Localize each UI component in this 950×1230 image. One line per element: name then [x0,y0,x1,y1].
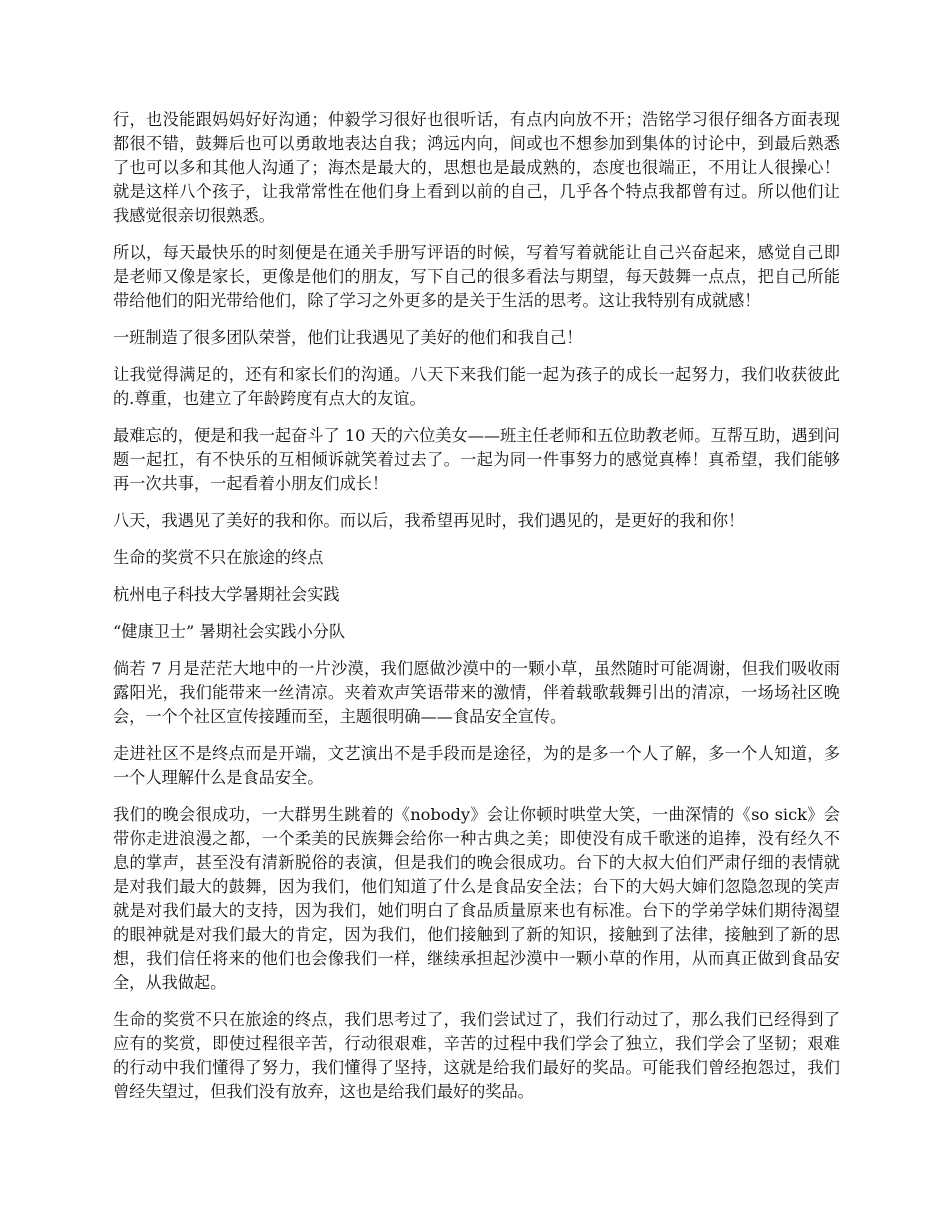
paragraph-team-honors: 一班制造了很多团队荣誉，他们让我遇见了美好的他们和我自己！ [113,328,583,347]
article-university: 杭州电子科技大学暑期社会实践 [113,585,340,604]
paragraph-parents-communication: 让我觉得满足的，还有和家长们的沟通。八天下来我们能一起为孩子的成长一起努力，我们收获彼此的.尊重，也建立了年龄跨度有点大的友谊。 [113,365,840,408]
paragraph-teammates: 最难忘的，便是和我一起奋斗了 10 天的六位美女——班主任老师和五位助教老师。互帮互助，遇到问题一起扛，有不快乐的互相倾诉就笑着过去了。一起为同一件事努力的感觉真棒！真希望，我们能够再一次共事，一起看着小朋友们成长！ [113,426,840,493]
paragraph-children-description: 行，也没能跟妈妈好好沟通；仲毅学习很好也很听话，有点内向放不开；浩铭学习很仔细各方面表现都很不错，鼓舞后也可以勇敢地表达自我；鸿远内向，间或也不想参加到集体的讨论中，到最后熟悉了也可以多和其他人沟通了；海杰是最大的，思想也是最成熟的，态度也很端正，不用让人很操心！就是这样八个孩子，让我常常性在他们身上看到以前的自己，几乎各个特点我都曾有过。所以他们让我感觉很亲切很熟悉。 [113,110,840,225]
paragraph-reward: 生命的奖赏不只在旅途的终点，我们思考过了，我们尝试过了，我们行动过了，那么我们已经得到了应有的奖赏，即使过程很辛苦，行动很艰难，辛苦的过程中我们学会了独立，我们学会了坚韧；艰难的行动中我们懂得了努力，我们懂得了坚持，这就是给我们最好的奖品。可能我们曾经抱怨过，我们曾经失望过，但我们没有放弃，这也是给我们最好的奖品。 [113,1010,840,1101]
paragraph-evening-show: 我们的晚会很成功，一大群男生跳着的《nobody》会让你顿时哄堂大笑，一曲深情的《so sick》会带你走进浪漫之都，一个柔美的民族舞会给你一种古典之美；即使没有成千歌迷的追捧，没有经久不息的掌声，甚至没有清新脱俗的表演，但是我们的晚会很成功。台下的大叔大伯们严肃仔细的表情就是对我们最大的鼓舞，因为我们，他们知道了什么是食品安全法；台下的大妈大婶们忽隐忽现的笑声就是对我们最大的支持，因为我们，她们明白了食品质量原来也有标准。台下的学弟学妹们期待渴望的眼神就是对我们最大的肯定，因为我们，他们接触到了新的知识，接触到了法律，接触到了新的思想，我们信任将来的他们也会像我们一样，继续承担起沙漠中一颗小草的作用，从而真正做到食品安全，从我做起。 [113,805,840,992]
paragraph-eight-days: 八天，我遇见了美好的我和你。而以后，我希望再见时，我们遇见的，是更好的我和你！ [113,511,745,530]
paragraph-writing-comments: 所以，每天最快乐的时刻便是在通关手册写评语的时候，写着写着就能让自己兴奋起来，感觉自己即是老师又像是家长，更像是他们的朋友，写下自己的很多看法与期望，每天鼓舞一点点，把自己所能带给他们的阳光带给他们，除了学习之外更多的是关于生活的思考。这让我特别有成就感！ [113,243,840,310]
article-team-name: “健康卫士” 暑期社会实践小分队 [113,622,346,641]
paragraph-community: 走进社区不是终点而是开端，文艺演出不是手段而是途径，为的是多一个人了解，多一个人知道，多一个人理解什么是食品安全。 [113,744,840,787]
paragraph-desert-grass: 倘若 7 月是茫茫大地中的一片沙漠，我们愿做沙漠中的一颗小草，虽然随时可能凋谢，但我们吸收雨露阳光，我们能带来一丝清凉。夹着欢声笑语带来的激情，伴着载歌载舞引出的清凉，一场场社区晚会，一个个社区宣传接踵而至，主题很明确——食品安全宣传。 [113,659,840,726]
article-title: 生命的奖赏不只在旅途的终点 [113,548,324,567]
document-page [113,108,840,1117]
